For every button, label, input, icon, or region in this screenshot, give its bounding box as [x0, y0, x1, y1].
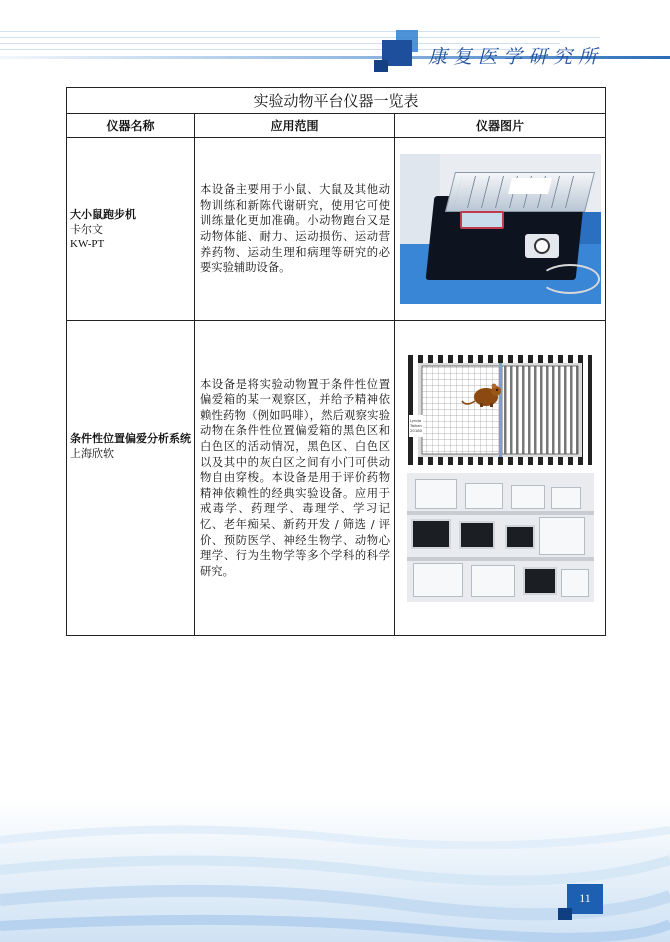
page-number-badge-accent: [558, 908, 572, 920]
cpp-diagram-image: [408, 355, 592, 465]
instrument-description: 本设备是将实验动物置于条件性位置偏爱箱的某一观察区，并给予精神依赖性药物（例如吗啡），然后观察实验动物在条件性位置偏爱箱的黑色区和白色区的活动情况，黑色区、白色区以及其中的灰白区之间有小门可供动物自由穿梭。本设备是用于评价药物精神依赖性的经典实验设备。应用于戒毒学、药理学、毒理学、学习记忆、老年痴呆、新药开发 / 筛选 / 评价、预防医学、神经生物学、动物心理学、行为生物学等多个学科的科学研究。: [195, 321, 395, 636]
header-rule: [0, 31, 560, 32]
diagram-label: 20180: [410, 427, 423, 433]
cpp-box-diagram: [408, 355, 592, 465]
instrument-brand: 上海欣软: [70, 447, 114, 460]
page-number: 11: [579, 891, 591, 905]
instrument-description: 本设备主要用于小鼠、大鼠及其他动物训练和新陈代谢研究，使用它可使训练量化更加准确。小动物跑台又是动物体能、耐力、运动损伤、运动营养药物、运动生理和病理等研究的必要实验辅助设备。: [195, 138, 395, 321]
instrument-name: 条件性位置偏爱分析系统: [70, 432, 191, 445]
diagram-label: Lynda: [410, 417, 422, 423]
header-logo-square: [374, 60, 388, 72]
footer-wave: [0, 800, 670, 942]
treadmill-photo: [400, 154, 601, 304]
table-row: [67, 138, 606, 321]
instrument-table: [66, 87, 606, 636]
instrument-image-cell: [395, 138, 606, 321]
header-rule: [0, 37, 600, 38]
table-title: 实验动物平台仪器一览表: [67, 88, 606, 114]
diagram-label: Taikan: [410, 422, 422, 428]
column-header-scope: 应用范围: [195, 114, 395, 138]
instrument-name-cell: [67, 321, 195, 636]
cpp-system-photo: [407, 473, 594, 602]
instrument-model: KW-PT: [70, 237, 105, 250]
instrument-name: 大小鼠跑步机: [70, 207, 136, 221]
instrument-name-cell: [67, 138, 195, 321]
instrument-image-cell: [395, 321, 606, 636]
header-title: 康复医学研究所: [428, 46, 604, 68]
column-header-image: 仪器图片: [395, 114, 606, 138]
table-row: [67, 321, 606, 636]
column-header-name: 仪器名称: [67, 114, 195, 138]
instrument-brand: 卡尔文: [70, 222, 103, 236]
page-header: [0, 0, 670, 80]
page-footer: [0, 800, 670, 942]
